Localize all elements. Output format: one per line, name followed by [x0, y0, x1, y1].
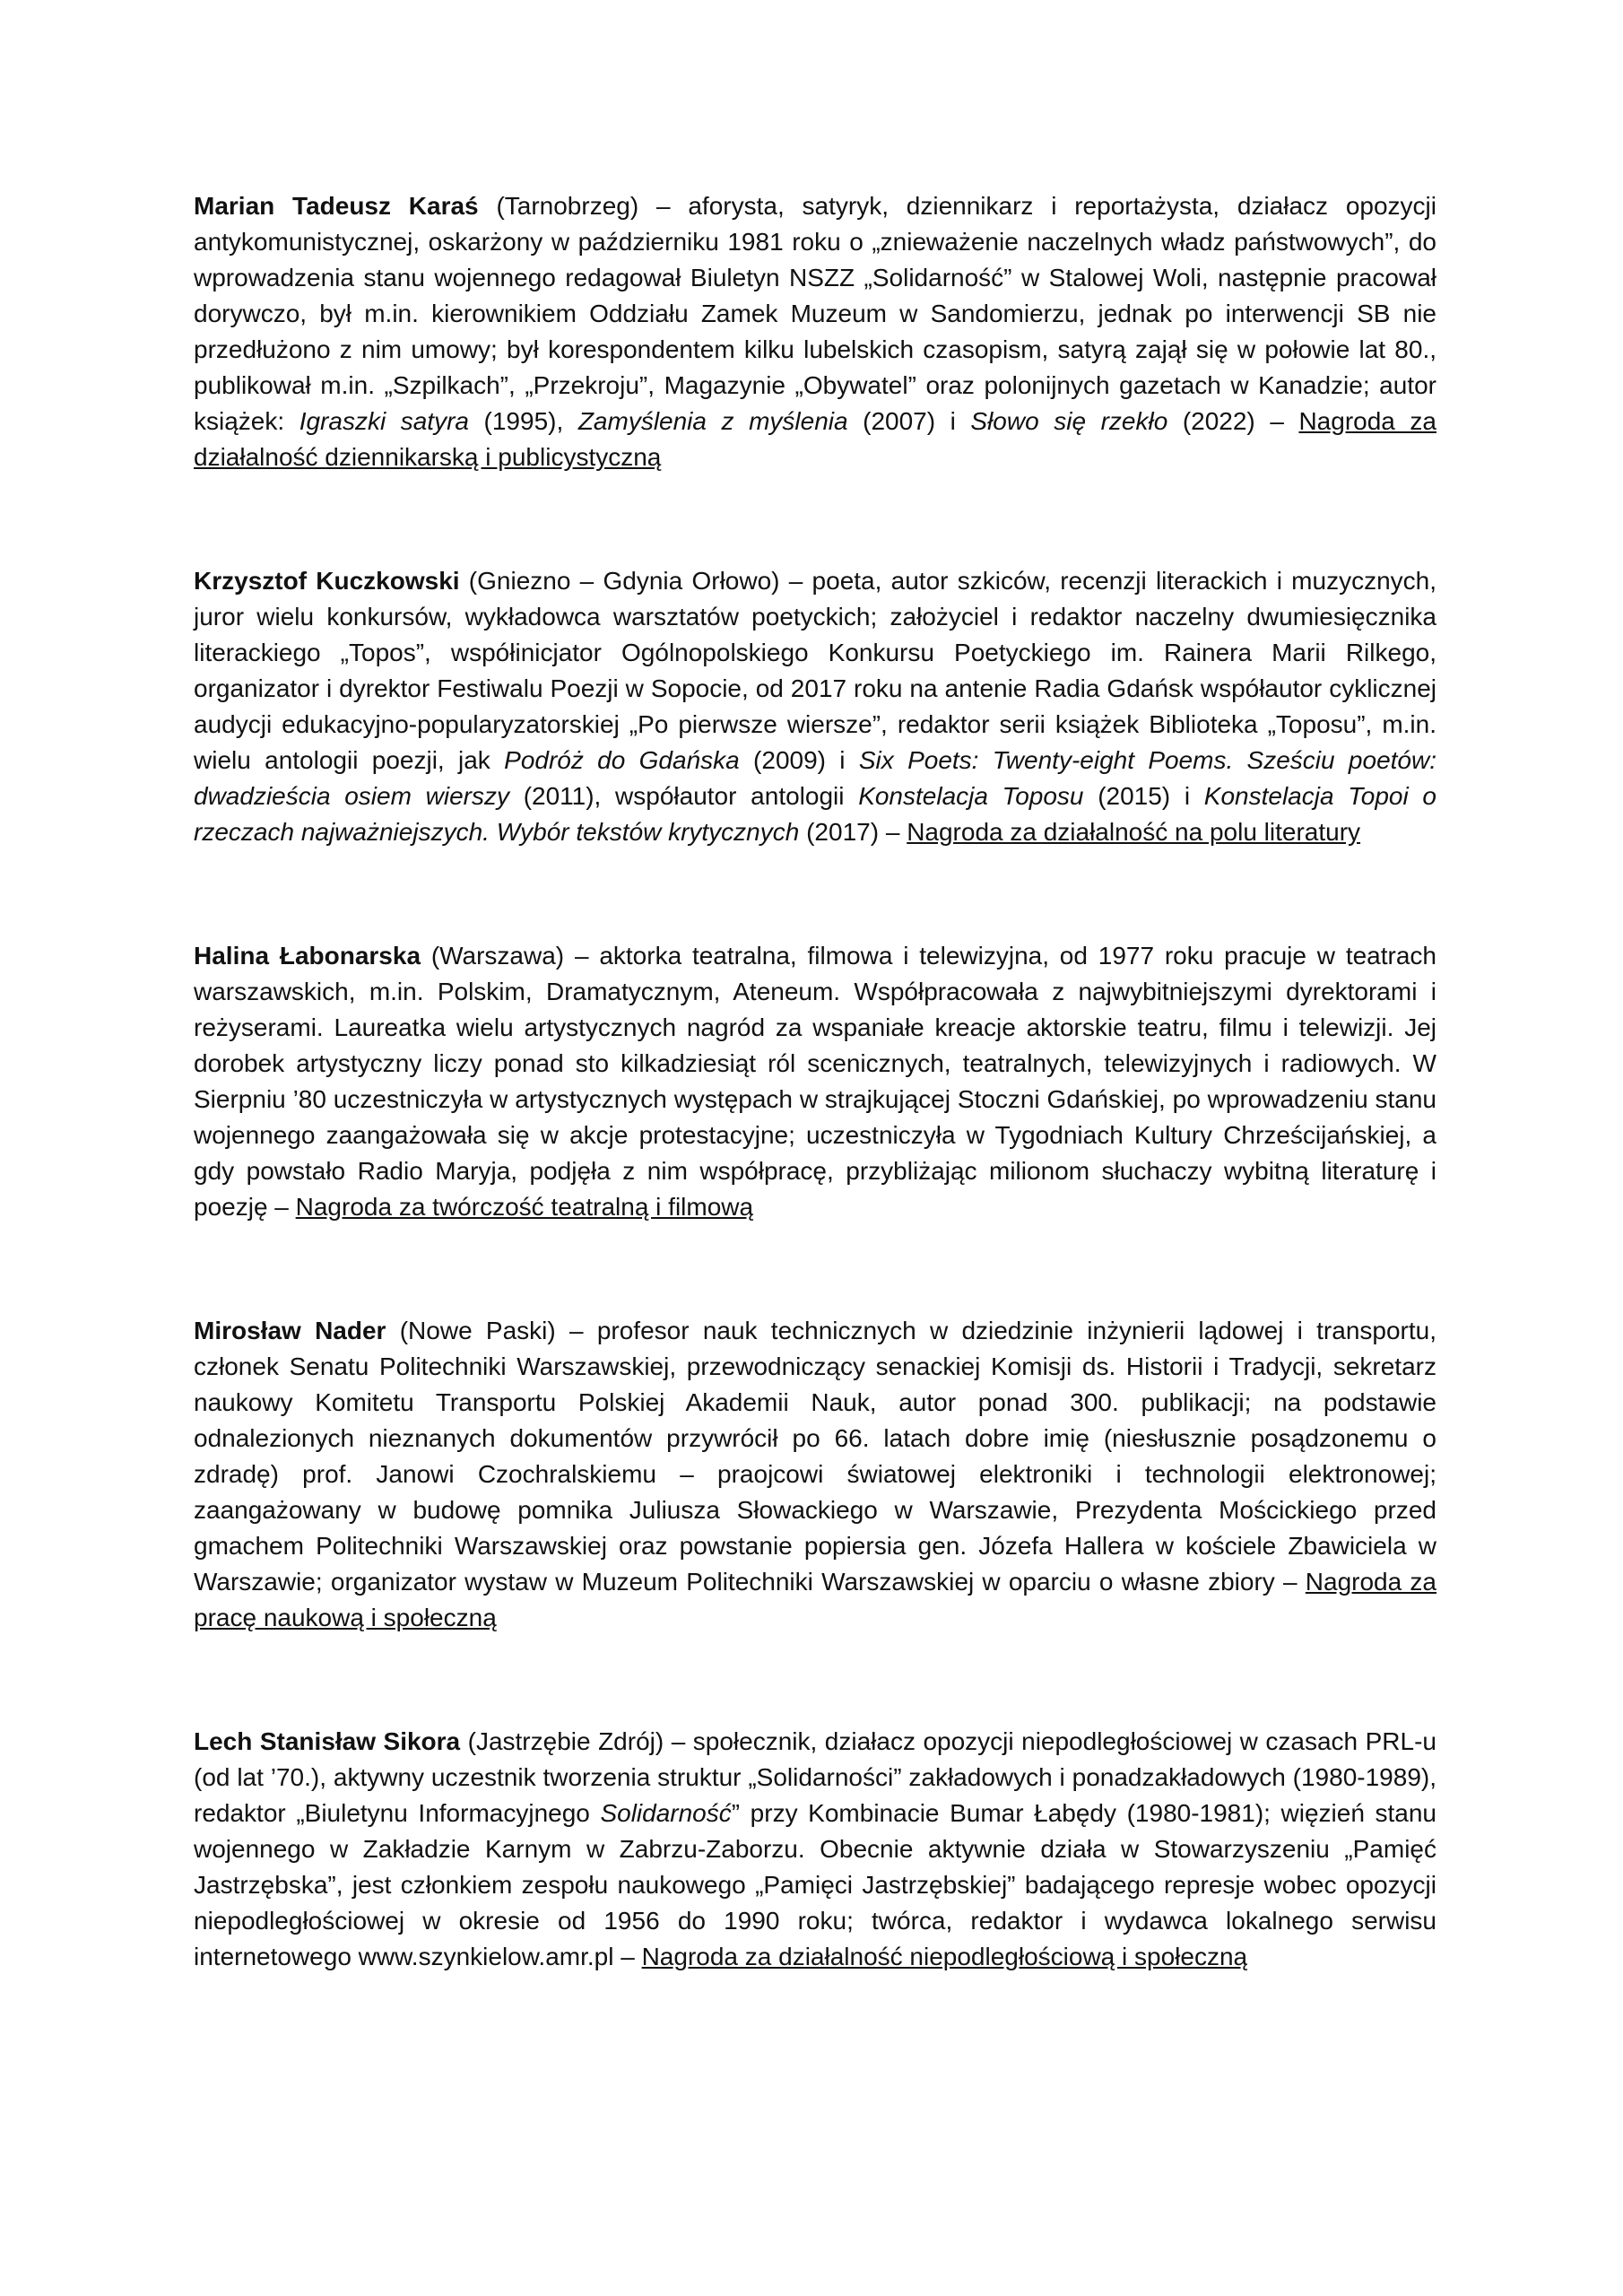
description-text: (Jastrzębie Zdrój) – społecznik, działacz opozycji niepodległościowej w czasach PRL-u (od lat ’70.), aktywny uczestnik tworzenia struktur „Solidarności” zakładowych i ponadzakładowych (1980-1989), redaktor „Biuletynu Informacyjnego [194, 1727, 1436, 1827]
laureate-description [194, 1317, 1436, 1596]
description-text: ” przy Kombinacie Bumar Łabędy (1980-1981); więzień stanu wojennego w Zakładzie Karnym w Zabrzu-Zaborzu. Obecnie aktywnie działa w Stowarzyszeniu „Pamięć Jastrzębska”, jest członkiem zespołu naukowego „Pamięci Jastrzębskiej” badającego represje wobec opozycji niepodległościowej w okresie od 1956 do 1990 roku; twórca, redaktor i wydawca lokalnego serwisu internetowego www.szynkielow.amr.pl – [194, 1799, 1436, 1970]
laureate-entry [194, 1724, 1436, 1975]
italic-title: Igraszki satyra [299, 407, 469, 435]
description-text: (Warszawa) – aktorka teatralna, filmowa i telewizyjna, od 1977 roku pracuje w teatrach warszawskich, m.in. Polskim, Dramatycznym, Ateneum. Współpracowała z najwybitniejszymi dyrektorami i reżyserami. Laureatka wielu artystycznych nagród za wspaniałe kreacje aktorskie teatru, filmu i telewizji. Jej dorobek artystyczny liczy ponad sto kilkadziesiąt ról scenicznych, teatralnych, telewizyjnych i radiowych. W Sierpniu ’80 uczestniczyła w artystycznych występach w strajkującej Stoczni Gdańskiej, po wprowadzeniu stanu wojennego zaangażowała się w akcje protestacyjne; uczestniczyła w Tygodniach Kultury Chrześcijańskiej, a gdy powstało Radio Maryja, podjęła z nim współpracę, przybliżając milionom słuchaczy wybitną literaturę i poezję – [194, 942, 1436, 1221]
italic-title: Konstelacja Toposu [858, 782, 1084, 810]
description-text: (Nowe Paski) – profesor nauk technicznych w dziedzinie inżynierii lądowej i transportu, członek Senatu Politechniki Warszawskiej, przewodniczący senackiej Komisji ds. Historii i Tradycji, sekretarz naukowy Komitetu Transportu Polskiej Akademii Nauk, autor ponad 300. publikacji; na podstawie odnalezionych nieznanych dokumentów przywrócił po 66. latach dobre imię (niesłusznie posądzonemu o zdradę) prof. Janowi Czochralskiemu – praojcowi światowej elektroniki i technologii elektronowej; zaangażowany w budowę pomnika Juliusza Słowackiego w Warszawie, Prezydenta Mościckiego przed gmachem Politechniki Warszawskiej oraz powstanie popiersia gen. Józefa Hallera w kościele Zbawiciela w Warszawie; organizator wystaw w Muzeum Politechniki Warszawskiej w oparciu o własne zbiory – [194, 1317, 1437, 1596]
description-text: (2015) i [1083, 782, 1204, 810]
description-text: (Gniezno – Gdynia Orłowo) – poeta, autor szkiców, recenzji literackich i muzycznych, juror wielu konkursów, wykładowca warsztatów poetyckich; założyciel i redaktor naczelny dwumiesięcznika literackiego „Topos”, współinicjator Ogólnopolskiego Konkursu Poetyckiego im. Rainera Marii Rilkego, organizator i dyrektor Festiwalu Poezji w Sopocie, od 2017 roku na antenie Radia Gdańsk współautor cyklicznej audycji edukacyjno-popularyzatorskiej „Po pierwsze wiersze”, redaktor serii książek Biblioteka „Toposu”, m.in. wielu antologii poezji, jak [194, 567, 1436, 774]
italic-title: Konstelacja Topoi o rzeczach najważniejszych. Wybór tekstów krytycznych [194, 782, 1437, 846]
description-text: (2009) i [739, 746, 859, 774]
description-text: (2022) – [1167, 407, 1299, 435]
laureate-name: Lech Stanisław Sikora [194, 1727, 461, 1755]
laureate-description [194, 942, 1436, 1221]
laureate-entry [194, 938, 1436, 1225]
award-name: Nagroda za działalność na polu literatury [907, 818, 1361, 846]
laureate-description [194, 1727, 1436, 1970]
laureate-description [194, 567, 1436, 846]
document-page [194, 188, 1436, 2063]
italic-title: Six Poets: Twenty-eight Poems. Sześciu poetów: dwadzieścia osiem wierszy [194, 746, 1436, 810]
award-name: Nagroda za twórczość teatralną i filmową [295, 1193, 754, 1221]
laureate-entry [194, 1313, 1436, 1636]
laureate-name: Mirosław Nader [194, 1317, 386, 1344]
laureate-entry [194, 188, 1436, 475]
italic-title: Słowo się rzekło [970, 407, 1168, 435]
description-text: (Tarnobrzeg) – aforysta, satyryk, dziennikarz i reportażysta, działacz opozycji antykomunistycznej, oskarżony w październiku 1981 roku o „znieważenie naczelnych władz państwowych”, do wprowadzenia stanu wojennego redagował Biuletyn NSZZ „Solidarność” w Stalowej Woli, następnie pracował dorywczo, był m.in. kierownikiem Oddziału Zamek Muzeum w Sandomierzu, jednak po interwencji SB nie przedłużono z nim umowy; był korespondentem kilku lubelskich czasopism, satyrą zajął się w połowie lat 80., publikował m.in. „Szpilkach”, „Przekroju”, Magazynie „Obywatel” oraz polonijnych gazetach w Kanadzie; autor książek: [194, 192, 1436, 435]
description-text: (2011), współautor antologii [508, 782, 859, 810]
description-text: (2017) – [799, 818, 907, 846]
award-name: Nagroda za działalność niepodległościową i społeczną [641, 1943, 1248, 1970]
award-name: Nagroda za działalność dziennikarską i publicystyczną [194, 407, 1436, 471]
laureate-name: Marian Tadeusz Karaś [194, 192, 479, 220]
laureate-name: Halina Łabonarska [194, 942, 421, 970]
award-name: Nagroda za pracę naukową i społeczną [194, 1568, 1436, 1631]
laureate-name: Krzysztof Kuczkowski [194, 567, 460, 595]
laureate-entry [194, 563, 1436, 850]
description-text: (2007) i [847, 407, 971, 435]
italic-title: Solidarność [600, 1799, 732, 1827]
laureate-description [194, 192, 1436, 435]
italic-title: Zamyślenia z myślenia [577, 407, 848, 435]
italic-title: Podróż do Gdańska [504, 746, 740, 774]
description-text: (1995), [468, 407, 578, 435]
